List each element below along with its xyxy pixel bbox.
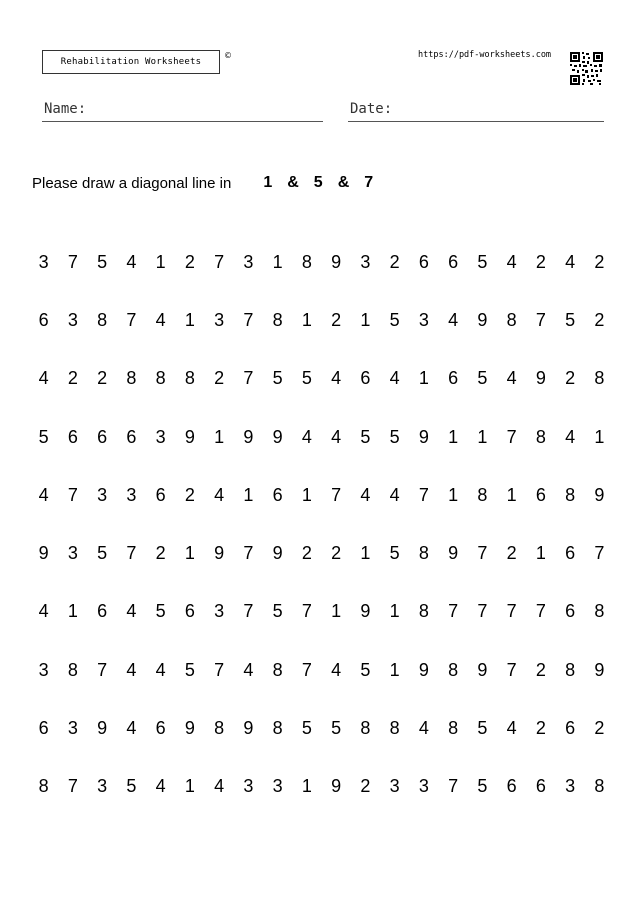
grid-number[interactable]: 8	[272, 309, 283, 330]
grid-number[interactable]: 1	[535, 543, 546, 564]
grid-number[interactable]: 7	[477, 543, 488, 564]
grid-number[interactable]: 7	[506, 659, 517, 680]
grid-number[interactable]: 7	[214, 251, 225, 272]
grid-number[interactable]: 7	[243, 543, 254, 564]
grid-number[interactable]: 8	[535, 426, 546, 447]
grid-number[interactable]: 5	[389, 426, 400, 447]
grid-number[interactable]: 2	[184, 251, 195, 272]
grid-number[interactable]: 4	[448, 309, 459, 330]
grid-number[interactable]: 6	[565, 543, 576, 564]
grid-number[interactable]: 7	[97, 659, 108, 680]
grid-row	[29, 524, 614, 582]
grid-number[interactable]: 1	[214, 426, 225, 447]
grid-number[interactable]: 4	[331, 659, 342, 680]
grid-number[interactable]: 7	[506, 426, 517, 447]
grid-number[interactable]: 2	[184, 484, 195, 505]
grid-number[interactable]: 6	[126, 426, 137, 447]
grid-number[interactable]: 3	[418, 776, 429, 797]
grid-number[interactable]: 4	[565, 251, 576, 272]
grid-number[interactable]: 2	[301, 543, 312, 564]
grid-number[interactable]: 5	[389, 543, 400, 564]
grid-number[interactable]: 3	[389, 776, 400, 797]
grid-row	[29, 350, 614, 408]
grid-number[interactable]: 4	[126, 659, 137, 680]
grid-number[interactable]: 9	[331, 251, 342, 272]
grid-number[interactable]: 7	[67, 251, 78, 272]
grid-number[interactable]: 4	[331, 426, 342, 447]
grid-number[interactable]: 4	[38, 601, 49, 622]
grid-row	[29, 699, 614, 757]
grid-number[interactable]: 7	[506, 601, 517, 622]
grid-number[interactable]: 5	[97, 251, 108, 272]
instruction-text: Please draw a diagonal line in	[32, 174, 232, 192]
grid-number[interactable]: 9	[448, 543, 459, 564]
grid-number[interactable]: 5	[38, 426, 49, 447]
grid-number[interactable]: 8	[38, 776, 49, 797]
grid-number[interactable]: 7	[126, 543, 137, 564]
grid-number[interactable]: 4	[506, 718, 517, 739]
grid-number[interactable]: 1	[389, 601, 400, 622]
grid-number[interactable]: 8	[67, 659, 78, 680]
grid-number[interactable]: 8	[418, 543, 429, 564]
grid-number[interactable]: 5	[477, 718, 488, 739]
grid-number[interactable]: 4	[38, 368, 49, 389]
grid-number[interactable]: 4	[155, 776, 166, 797]
grid-number[interactable]: 6	[155, 718, 166, 739]
number-grid	[29, 233, 614, 816]
grid-number[interactable]: 7	[243, 309, 254, 330]
grid-number[interactable]: 3	[243, 776, 254, 797]
grid-number[interactable]: 2	[535, 251, 546, 272]
grid-number[interactable]: 9	[243, 718, 254, 739]
grid-number[interactable]: 8	[418, 601, 429, 622]
grid-number[interactable]: 8	[565, 659, 576, 680]
grid-number[interactable]: 5	[360, 426, 371, 447]
grid-number[interactable]: 3	[565, 776, 576, 797]
brand-label	[42, 50, 220, 74]
grid-number[interactable]: 3	[155, 426, 166, 447]
grid-number[interactable]: 7	[418, 484, 429, 505]
grid-number[interactable]: 6	[272, 484, 283, 505]
grid-number[interactable]: 1	[506, 484, 517, 505]
grid-number[interactable]: 3	[418, 309, 429, 330]
site-url[interactable]: https://pdf-worksheets.com	[418, 50, 552, 60]
grid-number[interactable]: 2	[214, 368, 225, 389]
grid-number[interactable]: 3	[272, 776, 283, 797]
grid-number[interactable]: 8	[594, 601, 605, 622]
grid-number[interactable]: 2	[155, 543, 166, 564]
grid-number[interactable]: 1	[331, 601, 342, 622]
grid-number[interactable]: 2	[67, 368, 78, 389]
grid-number[interactable]: 9	[594, 659, 605, 680]
grid-number[interactable]: 2	[594, 251, 605, 272]
grid-number[interactable]: 4	[418, 718, 429, 739]
grid-number[interactable]: 5	[565, 309, 576, 330]
grid-number[interactable]: 6	[38, 309, 49, 330]
grid-number[interactable]: 7	[126, 309, 137, 330]
grid-number[interactable]: 5	[272, 601, 283, 622]
grid-number[interactable]: 3	[243, 251, 254, 272]
grid-number[interactable]: 4	[360, 484, 371, 505]
grid-number[interactable]: 5	[477, 251, 488, 272]
grid-row	[29, 466, 614, 524]
grid-number[interactable]: 8	[97, 309, 108, 330]
grid-number[interactable]: 7	[331, 484, 342, 505]
grid-number[interactable]: 3	[67, 718, 78, 739]
grid-number[interactable]: 9	[477, 659, 488, 680]
grid-number[interactable]: 7	[301, 659, 312, 680]
grid-number[interactable]: 8	[477, 484, 488, 505]
grid-number[interactable]: 4	[38, 484, 49, 505]
name-label: Name:	[44, 101, 87, 117]
grid-number[interactable]: 1	[477, 426, 488, 447]
grid-number[interactable]: 2	[565, 368, 576, 389]
grid-number[interactable]: 9	[272, 426, 283, 447]
copyright-mark: ©	[224, 51, 232, 60]
grid-number[interactable]: 5	[477, 776, 488, 797]
grid-row	[29, 291, 614, 349]
grid-number[interactable]: 2	[389, 251, 400, 272]
grid-number[interactable]: 2	[331, 543, 342, 564]
grid-number[interactable]: 6	[67, 426, 78, 447]
grid-number[interactable]: 7	[448, 601, 459, 622]
grid-number[interactable]: 3	[67, 543, 78, 564]
grid-number[interactable]: 1	[243, 484, 254, 505]
grid-number[interactable]: 6	[506, 776, 517, 797]
grid-number[interactable]: 8	[594, 368, 605, 389]
date-label: Date:	[350, 101, 393, 117]
grid-number[interactable]: 8	[506, 309, 517, 330]
grid-number[interactable]: 9	[184, 718, 195, 739]
name-field[interactable]	[42, 100, 323, 122]
instruction	[32, 172, 373, 194]
grid-number[interactable]: 1	[272, 251, 283, 272]
grid-number[interactable]: 1	[301, 776, 312, 797]
grid-number[interactable]: 5	[301, 718, 312, 739]
grid-number[interactable]: 7	[67, 776, 78, 797]
grid-number[interactable]: 2	[535, 718, 546, 739]
grid-number[interactable]: 3	[67, 309, 78, 330]
grid-number[interactable]: 8	[360, 718, 371, 739]
grid-number[interactable]: 6	[184, 601, 195, 622]
grid-number[interactable]: 7	[301, 601, 312, 622]
grid-number[interactable]: 6	[535, 484, 546, 505]
grid-number[interactable]: 1	[594, 426, 605, 447]
grid-number[interactable]: 9	[214, 543, 225, 564]
grid-number[interactable]: 9	[272, 543, 283, 564]
grid-number[interactable]: 4	[301, 426, 312, 447]
grid-number[interactable]: 9	[477, 309, 488, 330]
grid-number[interactable]: 1	[360, 543, 371, 564]
grid-number[interactable]: 1	[389, 659, 400, 680]
grid-number[interactable]: 4	[126, 718, 137, 739]
grid-number[interactable]: 1	[184, 543, 195, 564]
grid-number[interactable]: 5	[389, 309, 400, 330]
grid-number[interactable]: 4	[565, 426, 576, 447]
grid-number[interactable]: 2	[97, 368, 108, 389]
grid-number[interactable]: 2	[594, 309, 605, 330]
grid-row	[29, 758, 614, 816]
grid-number[interactable]: 4	[126, 601, 137, 622]
grid-number[interactable]: 9	[418, 659, 429, 680]
grid-number[interactable]: 2	[594, 718, 605, 739]
grid-number[interactable]: 9	[38, 543, 49, 564]
grid-number[interactable]: 6	[565, 718, 576, 739]
grid-number[interactable]: 8	[448, 718, 459, 739]
grid-number[interactable]: 9	[360, 601, 371, 622]
grid-number[interactable]: 8	[272, 659, 283, 680]
grid-number[interactable]: 9	[418, 426, 429, 447]
grid-number[interactable]: 6	[448, 251, 459, 272]
grid-number[interactable]: 5	[126, 776, 137, 797]
grid-number[interactable]: 6	[418, 251, 429, 272]
grid-number[interactable]: 7	[535, 601, 546, 622]
grid-number[interactable]: 6	[97, 601, 108, 622]
grid-number[interactable]: 4	[389, 484, 400, 505]
grid-number[interactable]: 7	[477, 601, 488, 622]
grid-number[interactable]: 1	[67, 601, 78, 622]
grid-number[interactable]: 3	[126, 484, 137, 505]
grid-number[interactable]: 9	[184, 426, 195, 447]
grid-number[interactable]: 6	[38, 718, 49, 739]
grid-number[interactable]: 2	[535, 659, 546, 680]
grid-number[interactable]: 8	[184, 368, 195, 389]
grid-number[interactable]: 9	[594, 484, 605, 505]
grid-number[interactable]: 7	[214, 659, 225, 680]
target-separator: &	[337, 174, 350, 191]
grid-number[interactable]: 5	[477, 368, 488, 389]
target-number: 7	[364, 174, 374, 191]
grid-number[interactable]: 8	[389, 718, 400, 739]
grid-number[interactable]: 3	[214, 601, 225, 622]
grid-number[interactable]: 1	[448, 484, 459, 505]
target-separator: &	[287, 174, 299, 191]
grid-number[interactable]: 9	[97, 718, 108, 739]
grid-number[interactable]: 5	[184, 659, 195, 680]
grid-number[interactable]: 6	[448, 368, 459, 389]
grid-number[interactable]: 3	[97, 484, 108, 505]
grid-number[interactable]: 9	[331, 776, 342, 797]
grid-number[interactable]: 1	[360, 309, 371, 330]
grid-number[interactable]: 1	[184, 776, 195, 797]
grid-number[interactable]: 3	[360, 251, 371, 272]
grid-number[interactable]: 1	[301, 309, 312, 330]
grid-number[interactable]: 6	[535, 776, 546, 797]
grid-number[interactable]: 6	[155, 484, 166, 505]
grid-number[interactable]: 1	[301, 484, 312, 505]
grid-number[interactable]: 8	[301, 251, 312, 272]
grid-number[interactable]: 5	[360, 659, 371, 680]
grid-number[interactable]: 5	[272, 368, 283, 389]
grid-number[interactable]: 4	[214, 484, 225, 505]
grid-number[interactable]: 4	[243, 659, 254, 680]
grid-row	[29, 583, 614, 641]
grid-number[interactable]: 7	[594, 543, 605, 564]
grid-number[interactable]: 9	[535, 368, 546, 389]
grid-number[interactable]: 7	[448, 776, 459, 797]
grid-number[interactable]: 5	[97, 543, 108, 564]
grid-row	[29, 641, 614, 699]
grid-number[interactable]: 4	[155, 309, 166, 330]
grid-number[interactable]: 1	[184, 309, 195, 330]
grid-number[interactable]: 7	[243, 368, 254, 389]
grid-number[interactable]: 8	[155, 368, 166, 389]
grid-number[interactable]: 3	[38, 251, 49, 272]
grid-number[interactable]: 2	[360, 776, 371, 797]
grid-number[interactable]: 8	[272, 718, 283, 739]
grid-number[interactable]: 2	[331, 309, 342, 330]
grid-number[interactable]: 4	[389, 368, 400, 389]
grid-number[interactable]: 1	[155, 251, 166, 272]
grid-number[interactable]: 1	[448, 426, 459, 447]
grid-number[interactable]: 3	[38, 659, 49, 680]
qr-code-icon	[570, 52, 603, 85]
grid-number[interactable]: 5	[301, 368, 312, 389]
grid-number[interactable]: 6	[565, 601, 576, 622]
grid-number[interactable]: 4	[126, 251, 137, 272]
grid-number[interactable]: 4	[155, 659, 166, 680]
grid-row	[29, 233, 614, 291]
grid-number[interactable]: 7	[67, 484, 78, 505]
grid-number[interactable]: 1	[418, 368, 429, 389]
date-field[interactable]	[348, 100, 604, 122]
grid-number[interactable]: 7	[535, 309, 546, 330]
grid-number[interactable]: 7	[243, 601, 254, 622]
grid-number[interactable]: 8	[594, 776, 605, 797]
grid-number[interactable]: 4	[331, 368, 342, 389]
grid-number[interactable]: 2	[506, 543, 517, 564]
grid-number[interactable]: 8	[565, 484, 576, 505]
grid-number[interactable]: 8	[126, 368, 137, 389]
grid-number[interactable]: 8	[448, 659, 459, 680]
grid-number[interactable]: 8	[214, 718, 225, 739]
grid-number[interactable]: 5	[331, 718, 342, 739]
target-numbers	[263, 174, 373, 192]
grid-number[interactable]: 4	[506, 368, 517, 389]
grid-row	[29, 408, 614, 466]
grid-number[interactable]: 3	[97, 776, 108, 797]
target-number: 5	[313, 174, 323, 191]
grid-number[interactable]: 6	[360, 368, 371, 389]
brand-text: Rehabilitation Worksheets	[60, 57, 202, 67]
grid-number[interactable]: 5	[155, 601, 166, 622]
grid-number[interactable]: 3	[214, 309, 225, 330]
target-number: 1	[263, 174, 273, 191]
grid-number[interactable]: 4	[214, 776, 225, 797]
grid-number[interactable]: 9	[243, 426, 254, 447]
grid-number[interactable]: 4	[506, 251, 517, 272]
grid-number[interactable]: 6	[97, 426, 108, 447]
